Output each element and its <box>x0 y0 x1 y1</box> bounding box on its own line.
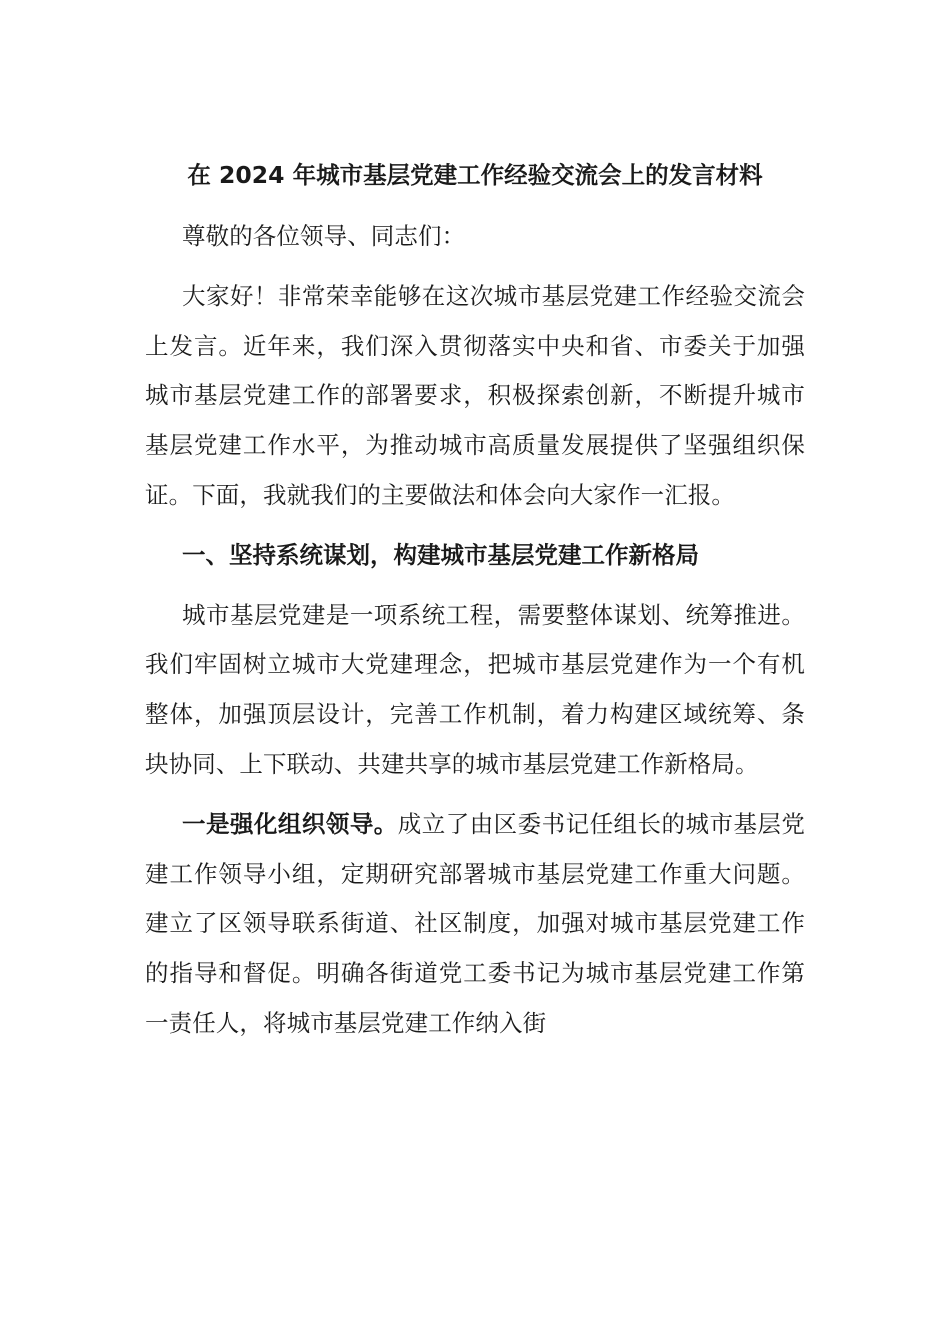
salutation: 尊敬的各位领导、同志们： <box>182 222 466 250</box>
section-1-body: 城市基层党建是一项系统工程，需要整体谋划、统筹推进。我们牢固树立城市大党建理念，把城市基层党建作为一个有机整体，加强顶层设计，完善工作机制，着力构建区域统筹、条块协同、上下联动、共建共享的城市基层党建工作新格局。 <box>145 600 805 778</box>
document-body <box>145 152 805 1049</box>
point-1-text: 成立了由区委书记任组长的城市基层党建工作领导小组，定期研究部署城市基层党建工作重大问题。建立了区领导联系街道、社区制度，加强对城市基层党建工作的指导和督促。明确各街道党工委书记为城市基层党建工作第一责任人，将城市基层党建工作纳入街 <box>145 809 805 1037</box>
point-1-paragraph <box>145 800 805 1049</box>
section-1-heading: 一、坚持系统谋划，构建城市基层党建工作新格局 <box>182 540 699 569</box>
point-1-lead: 一是强化组织领导。 <box>182 809 398 838</box>
intro-paragraph: 大家好！非常荣幸能够在这次城市基层党建工作经验交流会上发言。近年来，我们深入贯彻落实中央和省、市委关于加强城市基层党建工作的部署要求，积极探索创新，不断提升城市基层党建工作水平，为推动城市高质量发展提供了坚强组织保证。下面，我就我们的主要做法和体会向大家作一汇报。 <box>145 281 805 509</box>
document-title: 在 2024 年城市基层党建工作经验交流会上的发言材料 <box>187 161 763 189</box>
